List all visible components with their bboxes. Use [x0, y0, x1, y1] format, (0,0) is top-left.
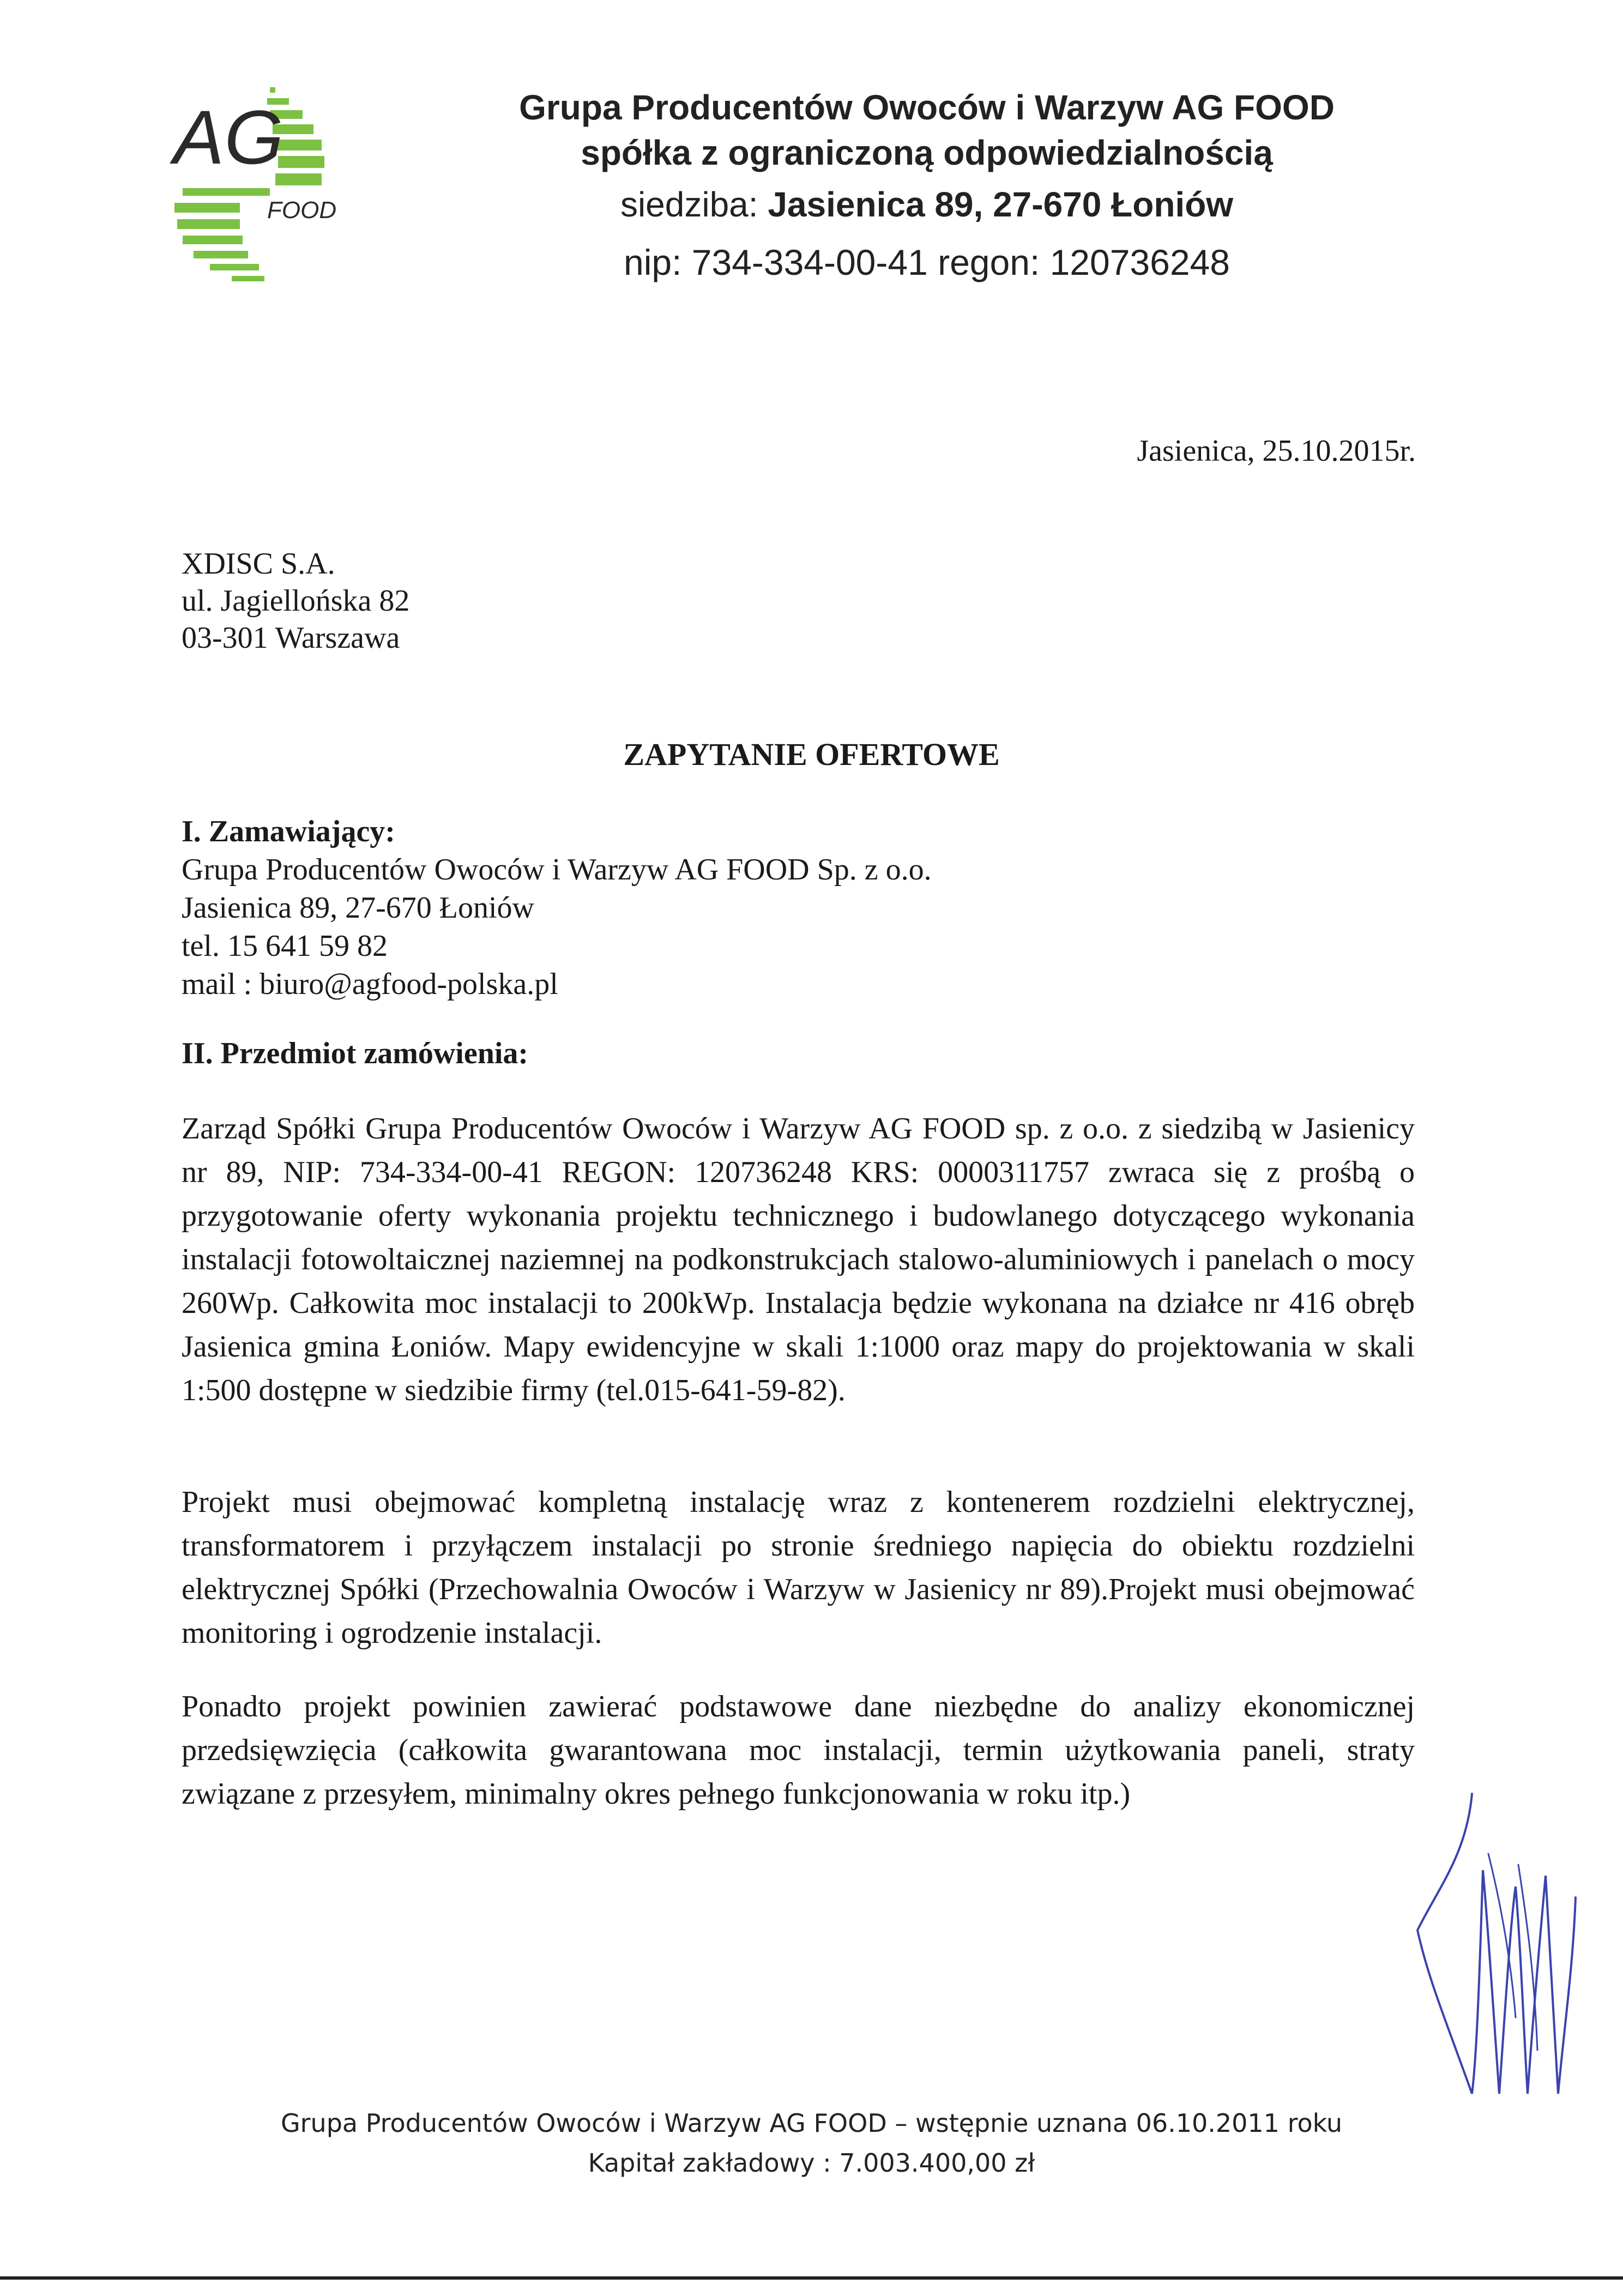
- seat-label: siedziba:: [620, 185, 758, 224]
- section-heading: I. Zamawiający:: [182, 815, 395, 848]
- footer-capital: Kapitał zakładowy : 7.003.400,00 zł: [588, 2148, 1035, 2178]
- company-ids: nip: 734-334-00-41 regon: 120736248: [624, 242, 1230, 282]
- section-orderer: [182, 812, 932, 1003]
- company-logo: [164, 82, 393, 294]
- recipient-line: XDISC S.A.: [182, 547, 335, 581]
- body-paragraph: Projekt musi obejmować kompletną instalację wraz z kontenerem rozdzielni elektrycznej, transformatorem i przyłączem instalacji po stronie średniego napięcia do obiektu rozdzielni elektrycznej Spółki (Przechowalnia Owoców i Warzyw w Jasienicy nr 89).Projekt musi obejmować monitoring i ogrodzenie instalacji.: [182, 1485, 1415, 1650]
- body-paragraph: Ponadto projekt powinien zawierać podstawowe dane niezbędne do analizy ekonomicznej przedsięwzięcia (całkowita gwarantowana moc instalacji, termin użytkowania paneli, straty związane z przesyłem, minimalny okres pełnego funkcjonowania w roku itp.): [182, 1690, 1415, 1811]
- seat-address: Jasienica 89, 27-670 Łoniów: [768, 185, 1234, 224]
- orderer-line: Grupa Producentów Owoców i Warzyw AG FOOD Sp. z o.o.: [182, 853, 932, 887]
- orderer-line: Jasienica 89, 27-670 Łoniów: [182, 891, 534, 925]
- date-line: Jasienica, 25.10.2015r.: [1137, 434, 1416, 468]
- logo-subtext: FOOD: [267, 197, 337, 224]
- logo-text: AG: [173, 94, 284, 180]
- orderer-email: mail : biuro@agfood-polska.pl: [182, 967, 558, 1001]
- seat-line: [414, 184, 1439, 225]
- section-heading: II. Przedmiot zamówienia:: [182, 1036, 529, 1070]
- body-paragraph: Zarząd Spółki Grupa Producentów Owoców i Warzyw AG FOOD sp. z o.o. z siedzibą w Jasienicy nr 89, NIP: 734-334-00-41 REGON: 120736248 KRS: 0000311757 zwraca się z prośbą o przygotowanie oferty wykonania projektu technicznego i budowlanego dotyczącego wykonania instalacji fotowoltaicznej naziemnej na podkonstrukcjach stalowo-aluminiowych i panelach o mocy 260Wp. Całkowita moc instalacji to 200kWp. Instalacja będzie wykonana na działce nr 416 obręb Jasienica gmina Łoniów. Mapy ewidencyjne w skali 1:1000 oraz mapy do projektowania w skali 1:500 dostępne w siedzibie firmy (tel.015-641-59-82).: [182, 1112, 1415, 1407]
- company-name: Grupa Producentów Owoców i Warzyw AG FOOD: [519, 88, 1335, 127]
- recipient-line: ul. Jagiellońska 82: [182, 584, 410, 618]
- recipient-line: 03-301 Warszawa: [182, 621, 400, 655]
- handwritten-signature: [1407, 1788, 1586, 2116]
- footer-line: Grupa Producentów Owoców i Warzyw AG FOOD – wstępnie uznana 06.10.2011 roku: [280, 2108, 1342, 2138]
- document-title: ZAPYTANIE OFERTOWE: [623, 737, 1000, 772]
- legal-form: spółka z ograniczoną odpowiedzialnością: [581, 133, 1273, 172]
- recipient-address: [182, 545, 409, 656]
- bottom-rule: [0, 2276, 1623, 2280]
- orderer-line: tel. 15 641 59 82: [182, 929, 388, 963]
